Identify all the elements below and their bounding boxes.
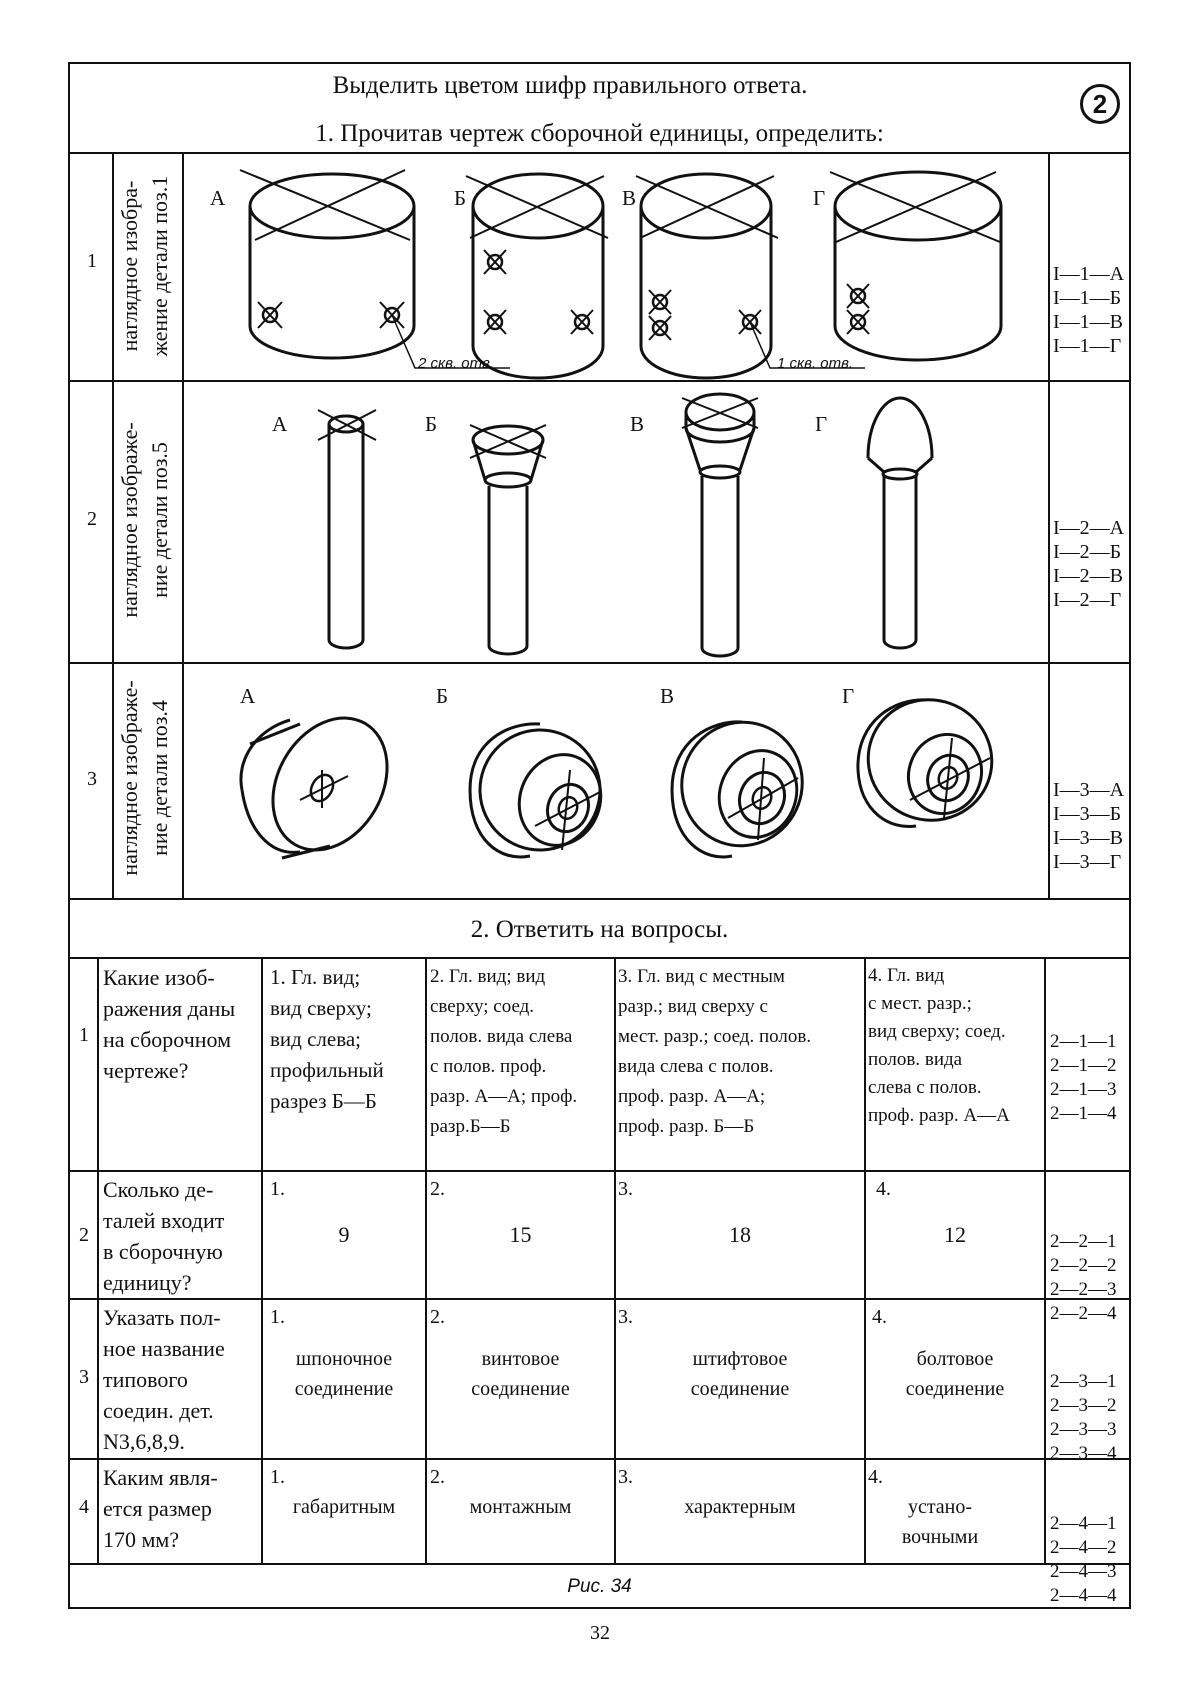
answer-option: устано- вочными [901, 1496, 979, 1548]
variant-letter: Б [425, 412, 438, 436]
row-number: 3 [79, 1366, 89, 1388]
option-number: 4. [868, 1466, 883, 1488]
variant-letter: Г [815, 412, 828, 436]
answer-option: 9 [338, 1222, 350, 1247]
row-number: 4 [79, 1496, 89, 1518]
question-text: Сколько де- талей входит в сборочную единицу? [103, 1177, 225, 1295]
answer-option: 1. Гл. вид; вид сверху; вид слева; профильный разрез Б—Б [270, 965, 384, 1113]
option-number: 3. [618, 1178, 633, 1200]
answer-codes: I—1—А I—1—Б I—1—В I—1—Г [1053, 263, 1125, 357]
page-number: 32 [590, 1622, 610, 1644]
answer-codes: 2—1—1 2—1—2 2—1—3 2—1—4 [1050, 1031, 1117, 1124]
variant-letter: А [240, 684, 256, 708]
row-number: 2 [79, 1224, 89, 1246]
pin-variant-b [470, 425, 546, 654]
answer-option: 18 [729, 1222, 751, 1247]
answer-option: 2. Гл. вид; вид сверху; соед. полов. вида слева с полов. проф. разр. А—А; проф. разр.Б—Б [430, 966, 578, 1137]
row-label: наглядное изобра- жение детали поз.1 [117, 175, 172, 357]
disc-variant-v [664, 705, 819, 863]
variant-letter: Г [842, 684, 855, 708]
variant-letter: В [622, 186, 637, 210]
option-number: 2. [430, 1466, 445, 1488]
instruction-text: Выделить цветом шифр правильного ответа. [332, 72, 808, 99]
pin-variant-v [682, 394, 758, 656]
pin-variant-g [868, 398, 932, 648]
row-label: наглядное изображе- ние детали поз.4 [117, 680, 172, 876]
hole-annotation: 2 скв. отв. [418, 355, 495, 372]
option-number: 1. [270, 1306, 285, 1328]
option-number: 4. [872, 1306, 887, 1328]
cylinder-variant-v [636, 174, 865, 378]
task-title: 1. Прочитав чертеж сборочной единицы, определить: [315, 120, 884, 147]
answer-codes: 2—4—1 2—4—2 2—4—3 2—4—4 [1050, 1513, 1117, 1606]
option-number: 1. [270, 1178, 285, 1200]
row-number: 2 [87, 508, 97, 530]
disc-variant-g [851, 682, 1009, 837]
variant-letter: А [272, 412, 288, 436]
answer-codes: 2—3—1 2—3—2 2—3—3 2—3—4 [1050, 1371, 1117, 1464]
variant-letter: А [210, 186, 226, 210]
answer-codes: I—2—А I—2—Б I—2—В I—2—Г [1053, 517, 1125, 611]
answer-codes: I—3—А I—3—Б I—3—В I—3—Г [1053, 779, 1125, 873]
option-number: 3. [618, 1466, 633, 1488]
answer-option: штифтовое соединение [690, 1348, 790, 1400]
row-number: 1 [87, 250, 97, 272]
option-number: 2. [430, 1178, 445, 1200]
question-text: Указать пол- ное название типового соедин. дет. N3,6,8,9. [103, 1305, 225, 1454]
option-number: 1. [270, 1466, 285, 1488]
disc-variant-a [221, 697, 410, 870]
answer-option: болтовое соединение [905, 1348, 1005, 1400]
option-number: 2. [430, 1306, 445, 1328]
cylinder-variant-a [240, 170, 510, 368]
pin-variant-a [318, 410, 376, 648]
cylinder-variant-b [466, 174, 608, 378]
cylinder-variant-g [830, 172, 1001, 360]
figure-caption: Рис. 34 [567, 1576, 632, 1597]
answer-option: монтажным [469, 1496, 572, 1518]
question-text: Каким явля- ется размер 170 мм? [103, 1465, 218, 1552]
variant-letter: В [660, 684, 675, 708]
variant-letter: Г [813, 186, 826, 210]
answer-codes: 2—2—1 2—2—2 2—2—3 2—2—4 [1050, 1231, 1117, 1324]
answer-option: 15 [509, 1222, 532, 1247]
answer-option: 4. Гл. вид с мест. разр.; вид сверху; соед. полов. вида слева с полов. проф. разр. А—А [868, 965, 1010, 1126]
row-number: 1 [79, 1024, 89, 1046]
answer-option: характерным [684, 1496, 796, 1518]
variant-letter: Б [454, 186, 467, 210]
row-label: наглядное изображе- ние детали поз.5 [117, 422, 172, 618]
answer-option: винтовое соединение [471, 1348, 570, 1400]
question-text: Какие изоб- ражения даны на сборочном чертеже? [103, 965, 236, 1083]
option-number: 3. [618, 1306, 633, 1328]
answer-option: 12 [944, 1222, 966, 1247]
variant-letter: В [630, 412, 645, 436]
answer-option: 3. Гл. вид с местным разр.; вид сверху с мест. разр.; соед. полов. вида слева с полов. проф. разр. А—А; проф. разр. Б—Б [618, 966, 812, 1137]
section-title: 2. Ответить на вопросы. [470, 916, 729, 943]
row-number: 3 [87, 768, 97, 790]
page-badge: 2 [1080, 84, 1120, 124]
variant-letter: Б [436, 684, 449, 708]
answer-option: шпоночное соединение [294, 1348, 394, 1400]
answer-option: габаритным [292, 1496, 396, 1518]
option-number: 4. [876, 1178, 891, 1200]
hole-annotation: 1 скв. отв. [777, 355, 854, 372]
disc-variant-b [463, 713, 617, 867]
